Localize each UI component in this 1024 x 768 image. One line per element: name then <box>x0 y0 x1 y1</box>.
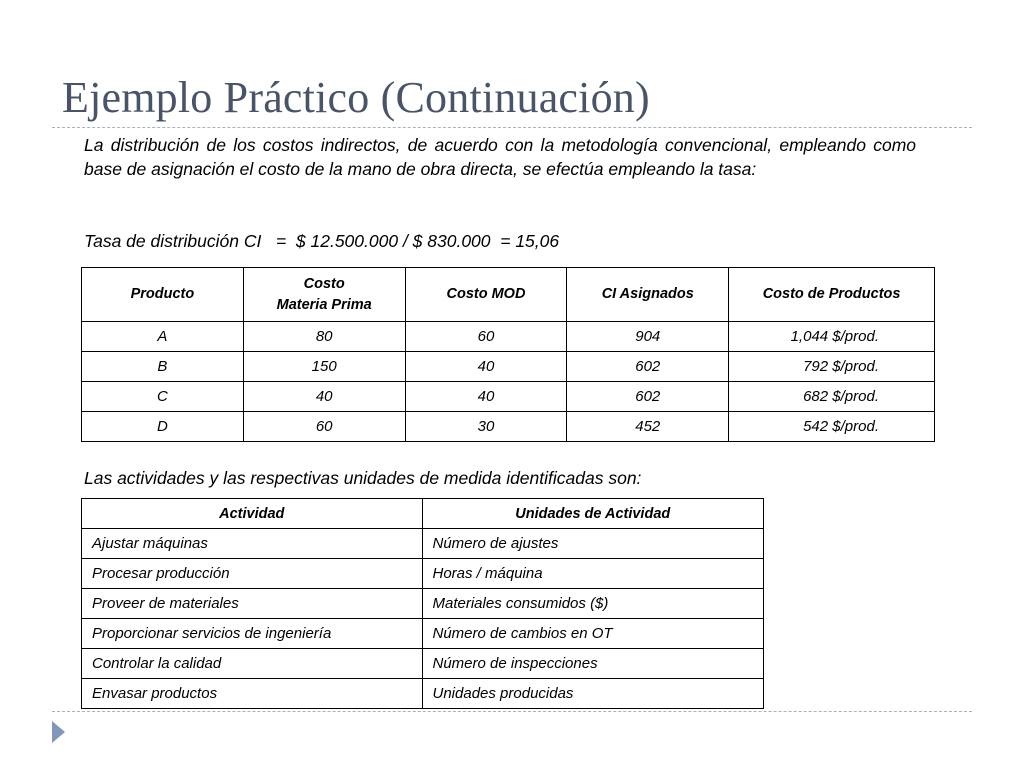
header-ci: CI Asignados <box>567 268 729 322</box>
cell-ci: 452 <box>567 412 729 442</box>
table-row <box>82 352 935 382</box>
cell-raw-material: 80 <box>243 322 405 352</box>
cell-mod: 30 <box>405 412 567 442</box>
cell-unit: Materiales consumidos ($) <box>422 589 764 619</box>
header-raw-material <box>243 268 405 322</box>
table-row <box>82 322 935 352</box>
header-mod: Costo MOD <box>405 268 567 322</box>
cell-activity: Controlar la calidad <box>82 649 423 679</box>
cell-mod: 60 <box>405 322 567 352</box>
cell-unit: Número de cambios en OT <box>422 619 764 649</box>
cell-ci: 602 <box>567 352 729 382</box>
cell-total: 682 $/prod. <box>729 382 935 412</box>
cell-activity: Envasar productos <box>82 679 423 709</box>
header-raw-material-line1: Costo <box>303 275 345 292</box>
activity-table <box>81 498 764 709</box>
table-row <box>82 619 764 649</box>
cell-product: C <box>82 382 244 412</box>
cell-product: B <box>82 352 244 382</box>
header-activity: Actividad <box>82 499 423 529</box>
header-raw-material-line2: Materia Prima <box>276 296 372 313</box>
cell-unit: Número de inspecciones <box>422 649 764 679</box>
cell-unit: Número de ajustes <box>422 529 764 559</box>
table-row <box>82 589 764 619</box>
intro-paragraph: La distribución de los costos indirectos, de acuerdo con la metodología convencional, empleando como base de asignación el costo de la mano de obra directa, se efectúa empleando la tasa: <box>84 135 916 179</box>
cell-ci: 602 <box>567 382 729 412</box>
table-row <box>82 679 764 709</box>
cell-raw-material: 40 <box>243 382 405 412</box>
cell-total: 542 $/prod. <box>729 412 935 442</box>
cell-mod: 40 <box>405 382 567 412</box>
cell-ci: 904 <box>567 322 729 352</box>
title-divider <box>52 127 972 128</box>
rate-formula: Tasa de distribución CI = $ 12.500.000 / $ 830.000 = 15,06 <box>84 231 560 251</box>
table-row <box>82 559 764 589</box>
table-header-row <box>82 499 764 529</box>
cell-raw-material: 150 <box>243 352 405 382</box>
cell-mod: 40 <box>405 352 567 382</box>
header-product: Producto <box>82 268 244 322</box>
header-unit: Unidades de Actividad <box>422 499 764 529</box>
slide-title: Ejemplo Práctico (Continuación) <box>62 73 650 122</box>
table-row <box>82 649 764 679</box>
header-total: Costo de Productos <box>729 268 935 322</box>
table-header-row <box>82 268 935 322</box>
table-row <box>82 382 935 412</box>
product-cost-table <box>81 267 935 442</box>
cell-activity: Proveer de materiales <box>82 589 423 619</box>
cell-product: A <box>82 322 244 352</box>
table-row <box>82 412 935 442</box>
cell-activity: Procesar producción <box>82 559 423 589</box>
activities-intro: Las actividades y las respectivas unidades de medida identificadas son: <box>84 468 642 488</box>
cell-raw-material: 60 <box>243 412 405 442</box>
cell-total: 1,044 $/prod. <box>729 322 935 352</box>
cell-activity: Ajustar máquinas <box>82 529 423 559</box>
cell-total: 792 $/prod. <box>729 352 935 382</box>
cell-activity: Proporcionar servicios de ingeniería <box>82 619 423 649</box>
triangle-bullet-icon <box>52 721 65 743</box>
footer-divider <box>52 711 972 712</box>
table-row <box>82 529 764 559</box>
cell-unit: Unidades producidas <box>422 679 764 709</box>
cell-unit: Horas / máquina <box>422 559 764 589</box>
cell-product: D <box>82 412 244 442</box>
